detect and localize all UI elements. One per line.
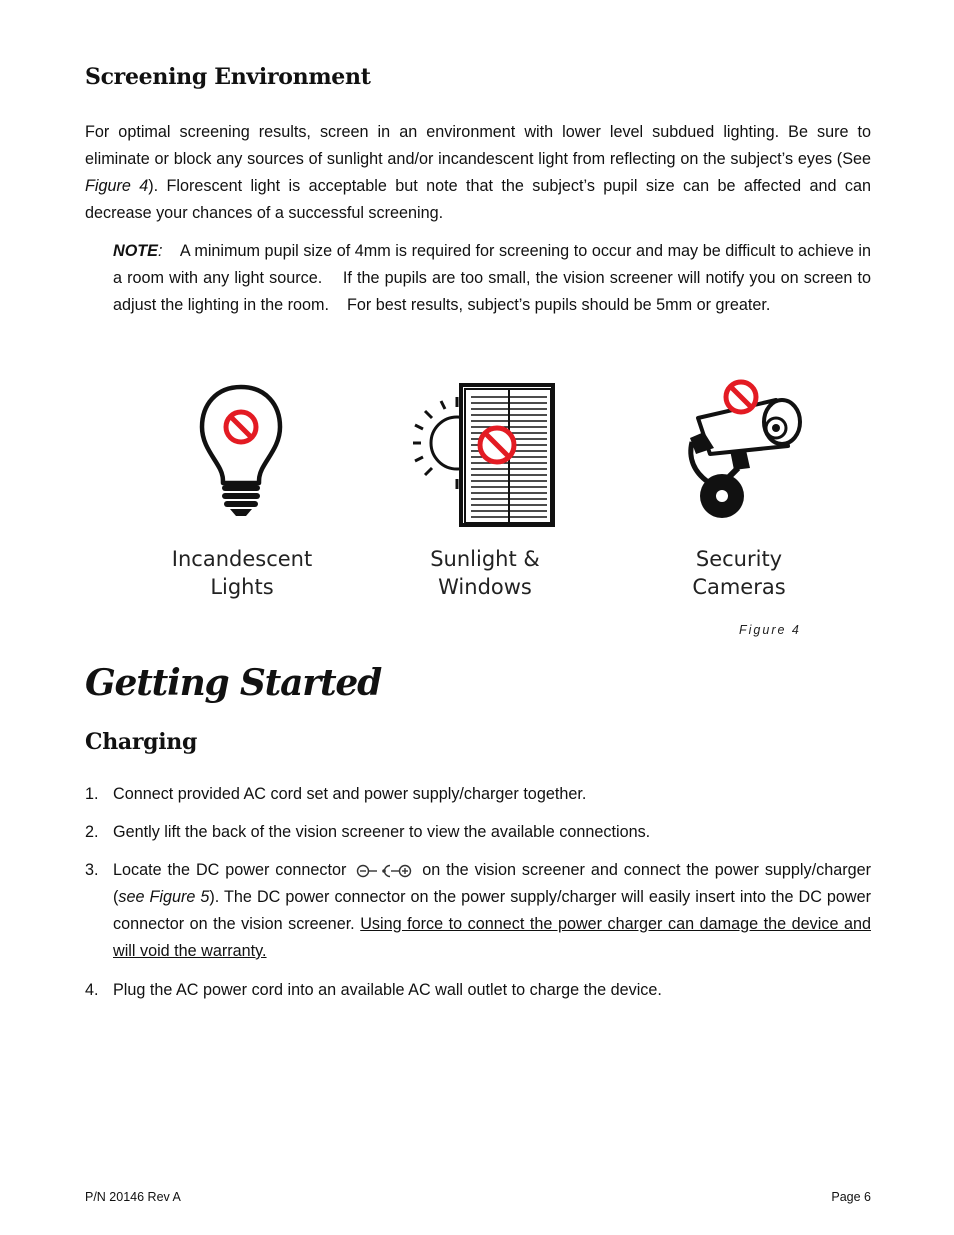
list-text: Plug the AC power cord into an available AC wall outlet to charge the device.: [113, 981, 662, 999]
figure-label-security: [650, 545, 828, 601]
list-text: Gently lift the back of the vision screener to view the available connections.: [113, 823, 651, 841]
list-item: [85, 819, 871, 846]
list-item: [85, 781, 871, 808]
list-number: 3.: [85, 861, 99, 879]
figure-label-line1: Incandescent: [171, 547, 313, 571]
list-number: 4.: [85, 981, 99, 999]
note-colon: :: [157, 242, 163, 260]
figure-label-line1: Security: [695, 547, 783, 571]
screening-text-1: For optimal screening results, screen in an environment with lower level subdued lighting. Be sure to eliminate or block any sources of sunlight and/or incandescent light from reflecting on the subject’s eyes (See: [85, 123, 871, 168]
list-text-part: Locate the DC power connector: [113, 861, 353, 879]
list-number: 2.: [85, 823, 99, 841]
section-title-screening: Screening Environment: [85, 64, 371, 90]
list-text-part: ). The DC power connector on the power supply/charger will easily insert into the DC power connector on the vision screener.: [113, 888, 871, 933]
note-label: NOTE: [113, 242, 158, 260]
window-sun-prohibited-icon: [411, 381, 559, 529]
screening-paragraph: [85, 119, 871, 227]
list-item: [85, 977, 871, 1004]
note-text: A minimum pupil size of 4mm is required for screening to occur and may be difficult to achieve in a room with any light source. If the pupils are too small, the vision screener will notify you on screen to adjust the lighting in the room. For best results, subject’s pupils should be 5mm or greater.: [113, 242, 876, 314]
security-camera-prohibited-icon: [684, 376, 806, 520]
list-item: [85, 857, 871, 965]
figure-label-incandescent: [152, 545, 332, 601]
warranty-warning: Using force to connect the power charger can damage the device and will void the warranty.: [113, 915, 871, 960]
figure-label-line2: Cameras: [692, 575, 786, 599]
figure-caption: Figure 4: [739, 623, 801, 637]
dc-polarity-icon: [356, 864, 412, 878]
figure-label-line1: Sunlight &: [430, 547, 540, 571]
figure-label-sunlight: [392, 545, 578, 601]
figure-label-line2: Windows: [438, 575, 532, 599]
list-text: Connect provided AC cord set and power supply/charger together.: [113, 785, 587, 803]
figure-label-line2: Lights: [210, 575, 274, 599]
figure-reference: Figure 4: [85, 177, 149, 195]
footer-page-number: Page 6: [831, 1190, 871, 1204]
page-heading-getting-started: Getting Started: [85, 662, 382, 704]
footer-part-number: P/N 20146 Rev A: [85, 1190, 181, 1204]
figure-reference: see Figure 5: [118, 888, 210, 906]
section-title-charging: Charging: [85, 729, 198, 755]
list-text: [113, 857, 871, 965]
list-text-part: on the vision screener and connect the power supply/charger (: [113, 861, 872, 906]
screening-text-2: ). Florescent light is acceptable but note that the subject’s pupil size can be affected and can decrease your chances of a successful screening.: [85, 177, 871, 222]
lightbulb-prohibited-icon: [196, 383, 286, 519]
list-number: 1.: [85, 785, 99, 803]
note-paragraph: [113, 238, 876, 319]
